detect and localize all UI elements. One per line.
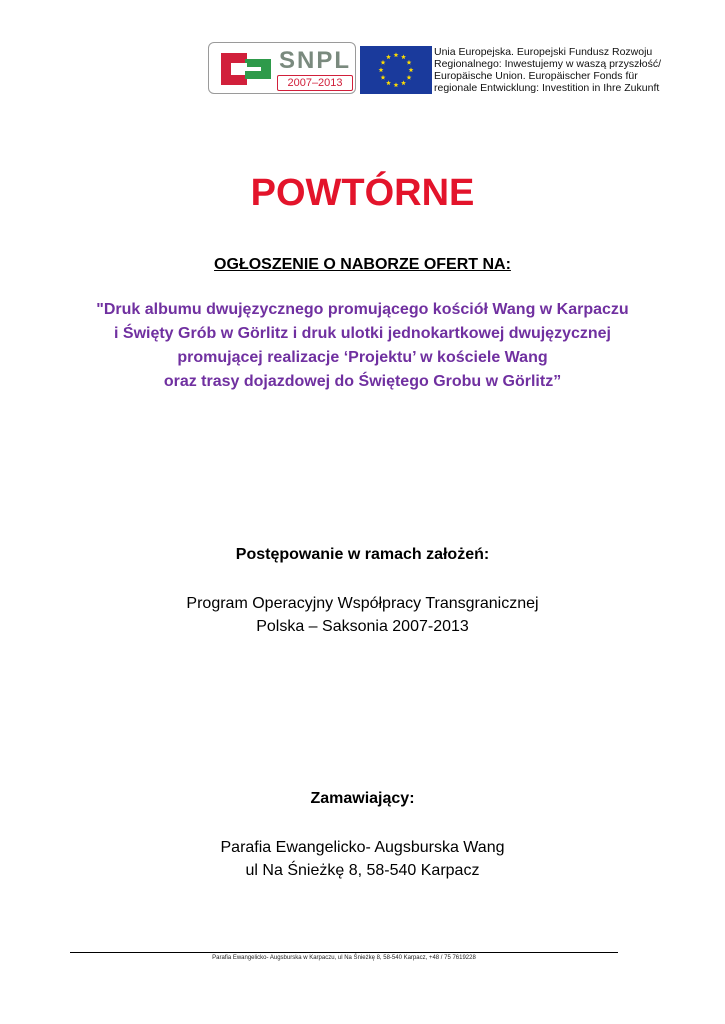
eu-text-line: Regionalnego: Inwestujemy w waszą przyszłość/ (434, 58, 662, 70)
program-name (0, 592, 725, 638)
eu-text-line: Europäische Union. Europäischer Fonds für (434, 70, 638, 82)
program-line: Program Operacyjny Współpracy Transgranicznej (186, 595, 539, 612)
footer-text: Parafia Ewangelicko- Augsburska w Karpaczu, ul Na Śnieżkę 8, 58-540 Karpacz, +48 / 75 7619228 (212, 955, 476, 961)
client-line: Parafia Ewangelicko- Augsburska Wang (220, 839, 505, 856)
eu-text-line: regionale Entwicklung: Investition in Ihre Zukunft (434, 82, 660, 94)
eu-flag-icon (360, 46, 432, 94)
snpl-logo-text: SNPL (279, 47, 352, 74)
client-line: ul Na Śnieżkę 8, 58-540 Karpacz (245, 862, 480, 879)
subject-line: "Druk albumu dwujęzycznego promującego kościół Wang w Karpaczu (96, 301, 629, 318)
snpl-mark-icon (217, 49, 275, 89)
document-title: POWTÓRNE (250, 172, 475, 214)
program-line: Polska – Saksonia 2007-2013 (256, 618, 469, 635)
client-heading: Zamawiający: (310, 790, 415, 807)
framework-heading: Postępowanie w ramach założeń: (235, 546, 490, 563)
tender-subject (60, 298, 665, 394)
snpl-logo (208, 42, 356, 94)
footer-divider (70, 952, 618, 953)
client-details (0, 836, 725, 882)
subject-line: i Święty Grób w Görlitz i druk ulotki jednokartkowej dwujęzycznej (114, 325, 611, 342)
subject-line: promującej realizacje ‘Projektu’ w kościele Wang (177, 349, 548, 366)
snpl-logo-years: 2007–2013 (277, 75, 353, 91)
eu-funding-text (434, 46, 684, 94)
announcement-heading: OGŁOSZENIE O NABORZE OFERT NA: (214, 256, 511, 273)
eu-text-line: Unia Europejska. Europejski Fundusz Rozwoju (434, 46, 653, 58)
subject-line: oraz trasy dojazdowej do Świętego Grobu w Görlitz” (163, 373, 562, 390)
